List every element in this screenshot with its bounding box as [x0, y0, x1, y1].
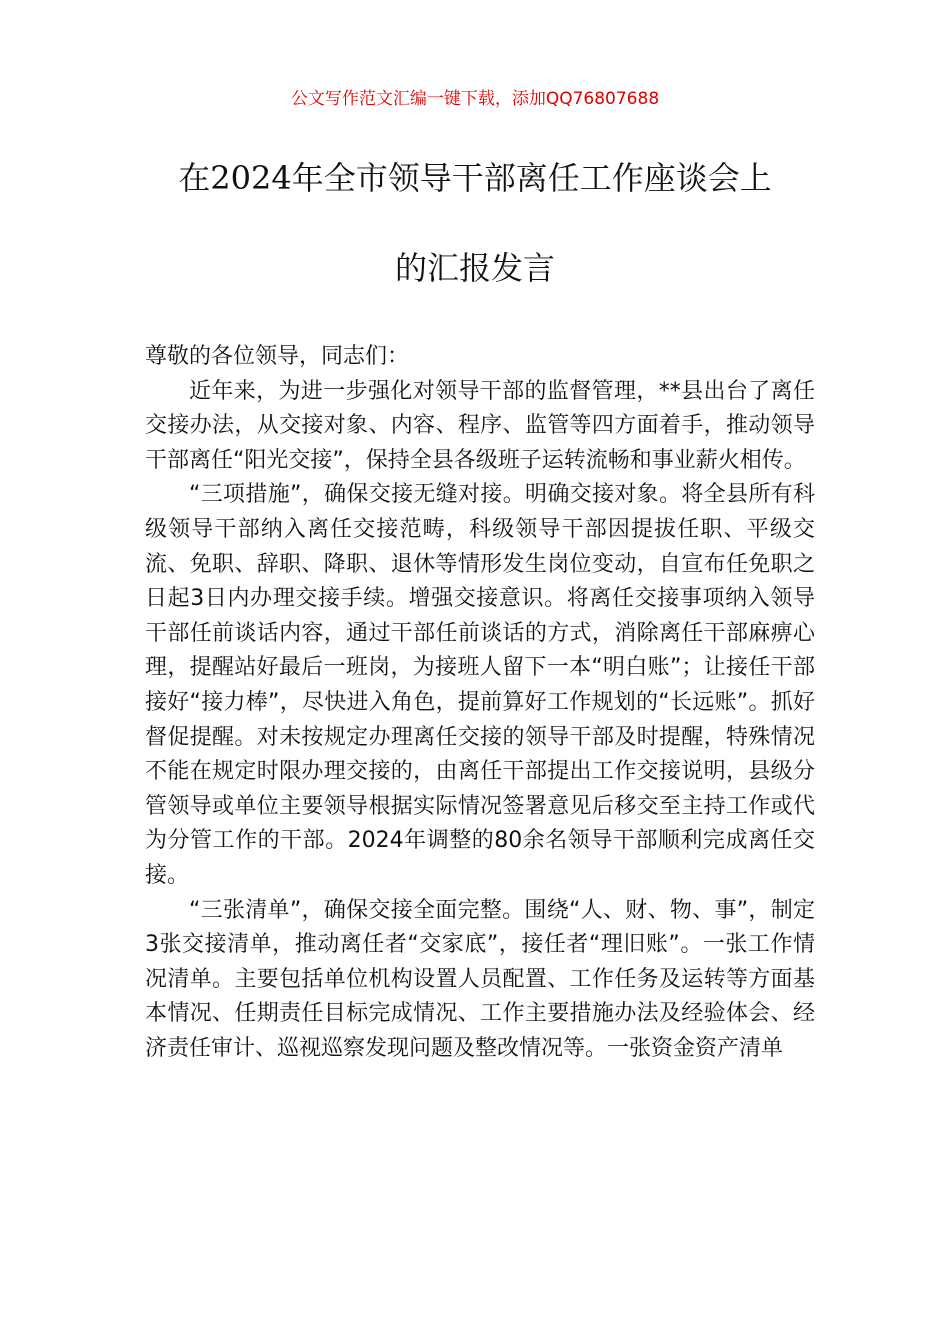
paragraph-2: “三项措施”，确保交接无缝对接。明确交接对象。将全县所有科级领导干部纳入离任交接范畴，科级领导干部因提拔任职、平级交流、免职、辞职、降职、退休等情形发生岗位变动，自宣布任免职之日起3日内办理交接手续。增强交接意识。将离任交接事项纳入领导干部任前谈话内容，通过干部任前谈话的方式，消除离任干部麻痹心理，提醒站好最后一班岗，为接班人留下一本“明白账”；让接任干部接好“接力棒”，尽快进入角色，提前算好工作规划的“长远账”。抓好督促提醒。对未按规定办理离任交接的领导干部及时提醒，特殊情况不能在规定时限办理交接的，由离任干部提出工作交接说明，县级分管领导或单位主要领导根据实际情况签署意见后移交至主持工作或代为分管工作的干部。2024年调整的80余名领导干部顺利完成离任交接。	[145, 482, 816, 888]
paragraph-1: 近年来，为进一步强化对领导干部的监督管理，**县出台了离任交接办法，从交接对象、内容、程序、监管等四方面着手，推动领导干部离任“阳光交接”，保持全县各级班子运转流畅和事业薪火相传。	[145, 378, 815, 473]
document-title-line-1: 在2024年全市领导干部离任工作座谈会上	[178, 159, 772, 197]
paragraph-3: “三张清单”，确保交接全面完整。围绕“人、财、物、事”，制定3张交接清单，推动离任者“交家底”，接任者“理旧账”。一张工作情况清单。主要包括单位机构设置人员配置、工作任务及运转等方面基本情况、任期责任目标完成情况、工作主要措施办法及经验体会、经济责任审计、巡视巡察发现问题及整改情况等。一张资金资产清单	[145, 897, 815, 1061]
document-body	[145, 340, 815, 1066]
document-title-line-2: 的汇报发言	[394, 249, 555, 287]
greeting: 尊敬的各位领导，同志们：	[145, 344, 410, 369]
header-note: 公文写作范文汇编一键下载，添加QQ76807688	[290, 89, 660, 109]
